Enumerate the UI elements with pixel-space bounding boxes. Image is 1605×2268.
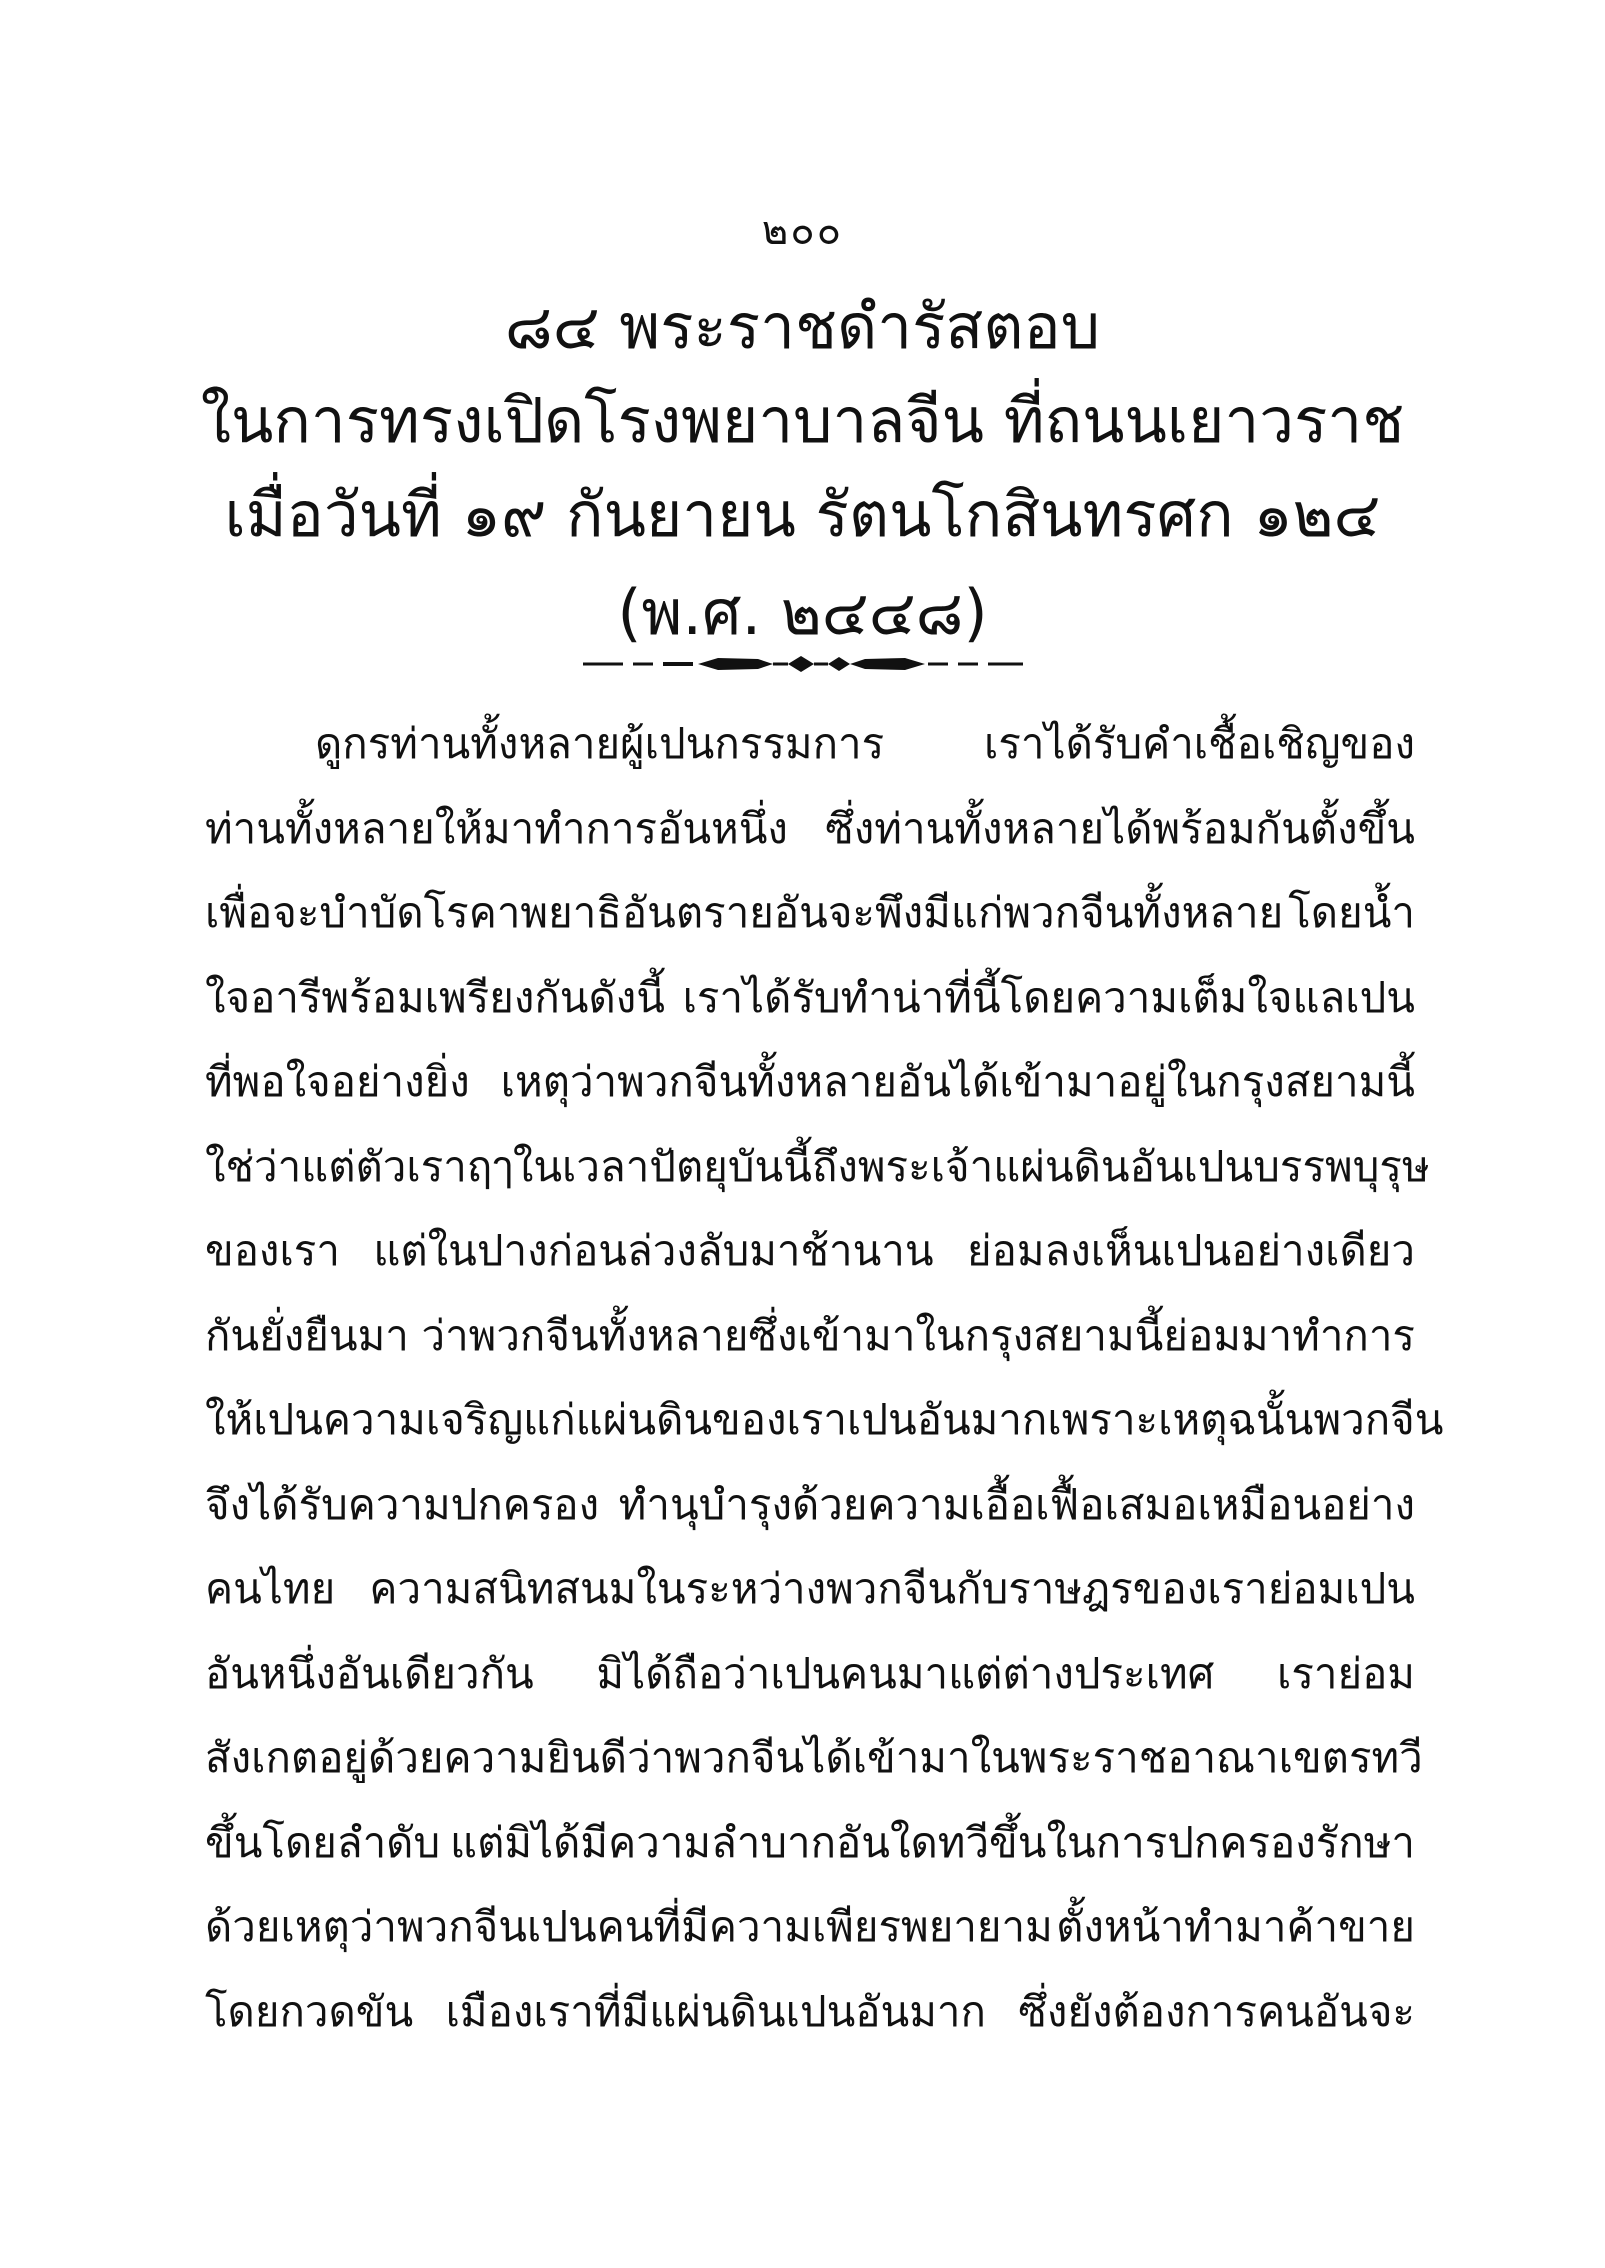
text-segment: ถึงพระเจ้าแผ่นดินอันเปนบรรพบุรุษ <box>811 1141 1430 1191</box>
text-segment: ตั้งหน้าทำมาค้าขาย <box>1056 1902 1415 1951</box>
text-segment: ว่าพวกจีนได้เข้ามาในพระราชอาณาเขตรทวี <box>627 1733 1423 1782</box>
text-segment: ดูกรท่านทั้งหลายผู้เปนกรรมการ <box>315 719 885 768</box>
text-segment: ย่อมลงเห็นเปนอย่างเดียว <box>966 1226 1415 1275</box>
text-segment: ใช่ว่าแต่ตัวเราฤๅในเวลาปัตยุบันนี้ <box>205 1141 812 1191</box>
speech-body <box>205 702 1444 2054</box>
text-segment: ท่านทั้งหลายให้มาทำการอันหนึ่ง <box>205 803 788 853</box>
speech-title <box>0 280 1605 660</box>
text-segment: แต่มิได้มีความลำบากอันใดทวีขึ้นในการปกครองรักษา <box>450 1817 1415 1867</box>
text-segment: เพื่อจะบำบัดโรคาพยาธิอันตรายอันจะพึงมีแก่พวกจีนทั้งหลาย <box>205 888 1284 937</box>
text-segment: โดยกวดขัน <box>205 1986 414 2036</box>
text-line <box>205 1463 1415 1548</box>
text-line <box>205 1209 1415 1294</box>
title-line-2: ในการทรงเปิดโรงพยาบาลจีน ที่ถนนเยาวราช <box>200 384 1405 457</box>
decorative-divider <box>0 652 1605 676</box>
text-segment: ว่าพวกจีนทั้งหลายซึ่งเข้ามาในกรุงสยามนี้ย่อมมาทำการ <box>421 1310 1415 1360</box>
text-segment: ให้เปนความเจริญแก่แผ่นดินของเราเปนอันมาก <box>205 1395 1048 1444</box>
text-segment: เราย่อม <box>1276 1648 1415 1698</box>
text-segment: ซึ่งท่านทั้งหลายได้พร้อมกันตั้งขึ้น <box>825 803 1415 853</box>
text-segment: ด้วยเหตุว่าพวกจีนเปนคนที่มีความเพียรพยายาม <box>205 1902 1053 1951</box>
text-line <box>205 871 1415 956</box>
text-segment: แต่ในปางก่อนล่วงลับมาช้านาน <box>373 1226 934 1275</box>
text-line <box>205 956 1415 1041</box>
text-segment: ของเรา <box>205 1226 340 1275</box>
title-line-4: (พ.ศ. ๒๔๔๘) <box>617 576 988 649</box>
text-segment: สังเกตอยู่ด้วยความยินดี <box>205 1733 628 1782</box>
text-segment: กันยั่งยืนมา <box>205 1310 409 1360</box>
text-segment: เมืองเราที่มีแผ่นดินเปนอันมาก <box>445 1986 986 2036</box>
text-line <box>205 787 1415 872</box>
text-line <box>205 1125 1430 1210</box>
text-segment: คนไทย <box>205 1564 336 1613</box>
title-line-1: ๘๔ พระราชดำรัสตอบ <box>504 290 1101 363</box>
divider-ornament-icon <box>583 652 1023 676</box>
text-segment: ซึ่งยังต้องการคนอันจะ <box>1018 1986 1415 2036</box>
text-line <box>205 1885 1415 1970</box>
text-line <box>205 1970 1415 2055</box>
text-segment: จึงได้รับความปกครอง <box>205 1479 600 1529</box>
text-segment: มิได้ถือว่าเปนคนมาแต่ต่างประเทศ <box>596 1648 1215 1698</box>
text-line <box>205 702 1415 787</box>
text-segment: เพราะเหตุฉนั้นพวกจีน <box>1047 1395 1444 1444</box>
text-segment: เราได้รับทำน่าที่นี้โดยความเต็มใจแลเปน <box>682 972 1415 1022</box>
text-line <box>205 1632 1415 1717</box>
text-line <box>205 1294 1415 1379</box>
text-line <box>205 1547 1415 1632</box>
text-line <box>205 1040 1415 1125</box>
title-line-3: เมื่อวันที่ ๑๙ กันยายน รัตนโกสินทรศก ๑๒๔ <box>224 478 1381 551</box>
text-segment: โดยน้ำ <box>1288 888 1415 937</box>
text-segment: ความสนิทสนมในระหว่างพวกจีนกับราษฎรของเราย่อมเปน <box>369 1564 1415 1613</box>
text-segment: ที่พอใจอย่างยิ่ง <box>205 1057 470 1106</box>
text-segment: เราได้รับคำเชื้อเชิญของ <box>984 719 1415 768</box>
text-segment: อันหนึ่งอันเดียวกัน <box>205 1648 534 1698</box>
page-number: ๒๐๐ <box>761 208 844 254</box>
text-line <box>205 1716 1423 1801</box>
text-line <box>205 1378 1444 1463</box>
text-segment: เหตุว่าพวกจีนทั้งหลายอันได้เข้ามาอยู่ในกรุงสยามนี้ <box>500 1057 1415 1106</box>
text-segment: ขึ้นโดยลำดับ <box>205 1817 441 1867</box>
text-segment: ใจอารีพร้อมเพรียงกันดังนี้ <box>205 972 665 1022</box>
text-line <box>205 1801 1415 1886</box>
text-segment: ทำนุบำรุงด้วยความเอื้อเฟื้อเสมอเหมือนอย่าง <box>618 1479 1415 1529</box>
